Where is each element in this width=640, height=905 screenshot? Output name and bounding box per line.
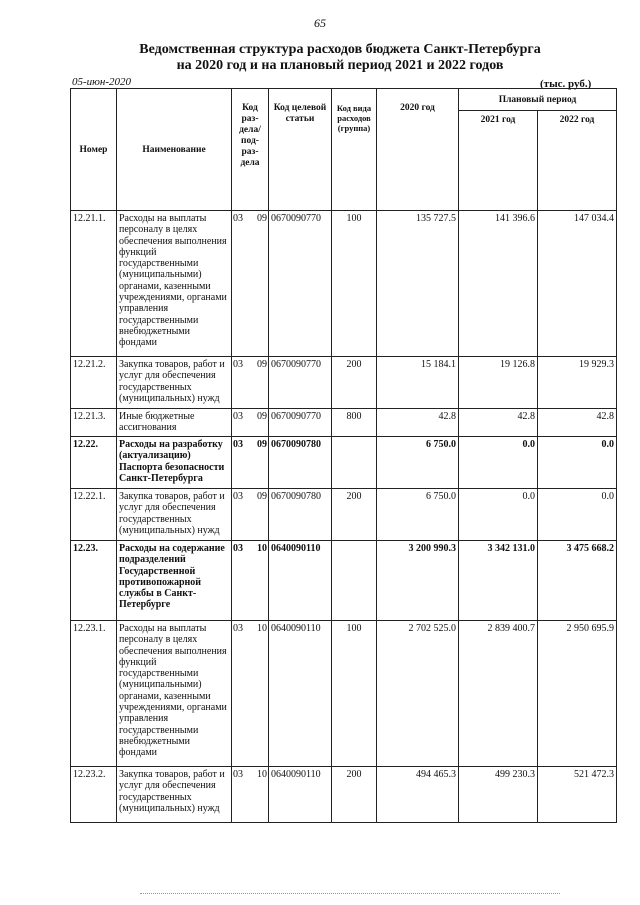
row-2021: 19 126.8 (459, 357, 538, 409)
table-body (71, 211, 617, 823)
row-target-code: 0670090770 (269, 357, 332, 409)
row-2020: 15 184.1 (377, 357, 459, 409)
table-row (71, 409, 617, 437)
header-number: Номер (71, 89, 117, 211)
row-2021: 499 230.3 (459, 767, 538, 823)
row-name: Закупка товаров, работ и услуг для обеспечения государственных (муниципальных) нужд (117, 767, 232, 823)
table-row (71, 767, 617, 823)
row-name: Расходы на содержание подразделений Государственной противопожарной службы в Санкт-Петербурге (117, 541, 232, 621)
row-2021: 0.0 (459, 437, 538, 489)
row-razdel (232, 541, 269, 621)
row-name: Закупка товаров, работ и услуг для обеспечения государственных (муниципальных) нужд (117, 357, 232, 409)
razdel-code: 03 (233, 769, 243, 780)
header-name: Наименование (117, 89, 232, 211)
row-2020: 42.8 (377, 409, 459, 437)
row-target-code: 0670090770 (269, 409, 332, 437)
row-2021: 3 342 131.0 (459, 541, 538, 621)
page-number: 65 (314, 16, 326, 30)
podrazdel-code: 10 (257, 543, 267, 554)
row-2022: 521 472.3 (538, 767, 617, 823)
header-2021: 2021 год (459, 111, 538, 211)
row-number: 12.21.1. (71, 211, 117, 357)
row-razdel (232, 211, 269, 357)
row-2022: 0.0 (538, 489, 617, 541)
row-2022: 3 475 668.2 (538, 541, 617, 621)
header-vid: Код вида расходов (группа) (332, 89, 377, 211)
razdel-code: 03 (233, 491, 243, 502)
row-target-code: 0640090110 (269, 541, 332, 621)
header-planned: Плановый период (459, 89, 617, 111)
row-2022: 2 950 695.9 (538, 621, 617, 767)
table-row (71, 541, 617, 621)
row-target-code: 0670090780 (269, 437, 332, 489)
row-2022: 19 929.3 (538, 357, 617, 409)
row-number: 12.22. (71, 437, 117, 489)
table-row (71, 621, 617, 767)
row-razdel (232, 621, 269, 767)
row-vid-code (332, 541, 377, 621)
header-razdel: Код раз- дела/ под- раз- дела (232, 89, 269, 211)
row-target-code: 0670090780 (269, 489, 332, 541)
row-vid-code (332, 437, 377, 489)
razdel-code: 03 (233, 543, 243, 554)
row-2020: 6 750.0 (377, 489, 459, 541)
razdel-code: 03 (233, 359, 243, 370)
razdel-code: 03 (233, 213, 243, 224)
header-2020: 2020 год (377, 89, 459, 211)
row-2021: 141 396.6 (459, 211, 538, 357)
table-row (71, 437, 617, 489)
row-2020: 3 200 990.3 (377, 541, 459, 621)
row-2022: 42.8 (538, 409, 617, 437)
row-number: 12.23.2. (71, 767, 117, 823)
row-vid-code: 800 (332, 409, 377, 437)
row-2020: 2 702 525.0 (377, 621, 459, 767)
row-name: Расходы на выплаты персоналу в целях обеспечения выполнения функций государственными (муниципальными) органами, казенными учреждениями, органами управления государственными внебюджетными фондами (117, 211, 232, 357)
units-label: (тыс. руб.) (540, 78, 592, 90)
row-target-code: 0640090110 (269, 767, 332, 823)
table-row (71, 357, 617, 409)
document-date: 05-июн-2020 (72, 76, 132, 88)
row-vid-code: 200 (332, 357, 377, 409)
row-name: Иные бюджетные ассигнования (117, 409, 232, 437)
row-vid-code: 100 (332, 621, 377, 767)
row-vid-code: 100 (332, 211, 377, 357)
podrazdel-code: 09 (257, 359, 267, 370)
row-number: 12.22.1. (71, 489, 117, 541)
title-line-1: Ведомственная структура расходов бюджета Санкт-Петербурга (139, 42, 541, 57)
row-razdel (232, 437, 269, 489)
row-number: 12.23.1. (71, 621, 117, 767)
budget-table (70, 88, 617, 823)
row-number: 12.21.2. (71, 357, 117, 409)
row-2020: 135 727.5 (377, 211, 459, 357)
document-title (0, 42, 640, 74)
row-razdel (232, 357, 269, 409)
row-2020: 6 750.0 (377, 437, 459, 489)
header-2022: 2022 год (538, 111, 617, 211)
row-2021: 0.0 (459, 489, 538, 541)
row-vid-code: 200 (332, 767, 377, 823)
row-number: 12.23. (71, 541, 117, 621)
table-row (71, 211, 617, 357)
row-razdel (232, 767, 269, 823)
row-2022: 0.0 (538, 437, 617, 489)
razdel-code: 03 (233, 411, 243, 422)
header-target: Код целевой статьи (269, 89, 332, 211)
row-razdel (232, 409, 269, 437)
row-razdel (232, 489, 269, 541)
row-number: 12.21.3. (71, 409, 117, 437)
table-row (71, 489, 617, 541)
footer-divider (140, 893, 560, 894)
row-name: Расходы на выплаты персоналу в целях обеспечения выполнения функций государственными (муниципальными) органами, казенными учреждениями, органами управления государственными внебюджетными фондами (117, 621, 232, 767)
razdel-code: 03 (233, 439, 243, 450)
podrazdel-code: 10 (257, 769, 267, 780)
row-2022: 147 034.4 (538, 211, 617, 357)
row-2021: 2 839 400.7 (459, 621, 538, 767)
podrazdel-code: 09 (257, 411, 267, 422)
podrazdel-code: 09 (257, 491, 267, 502)
title-line-2: на 2020 год и на плановый период 2021 и 2022 годов (176, 58, 504, 73)
row-name: Расходы на разработку (актуализацию) Паспорта безопасности Санкт-Петербурга (117, 437, 232, 489)
row-2021: 42.8 (459, 409, 538, 437)
row-target-code: 0670090770 (269, 211, 332, 357)
row-vid-code: 200 (332, 489, 377, 541)
row-name: Закупка товаров, работ и услуг для обеспечения государственных (муниципальных) нужд (117, 489, 232, 541)
podrazdel-code: 09 (257, 439, 267, 450)
row-target-code: 0640090110 (269, 621, 332, 767)
podrazdel-code: 09 (257, 213, 267, 224)
podrazdel-code: 10 (257, 623, 267, 634)
razdel-code: 03 (233, 623, 243, 634)
row-2020: 494 465.3 (377, 767, 459, 823)
